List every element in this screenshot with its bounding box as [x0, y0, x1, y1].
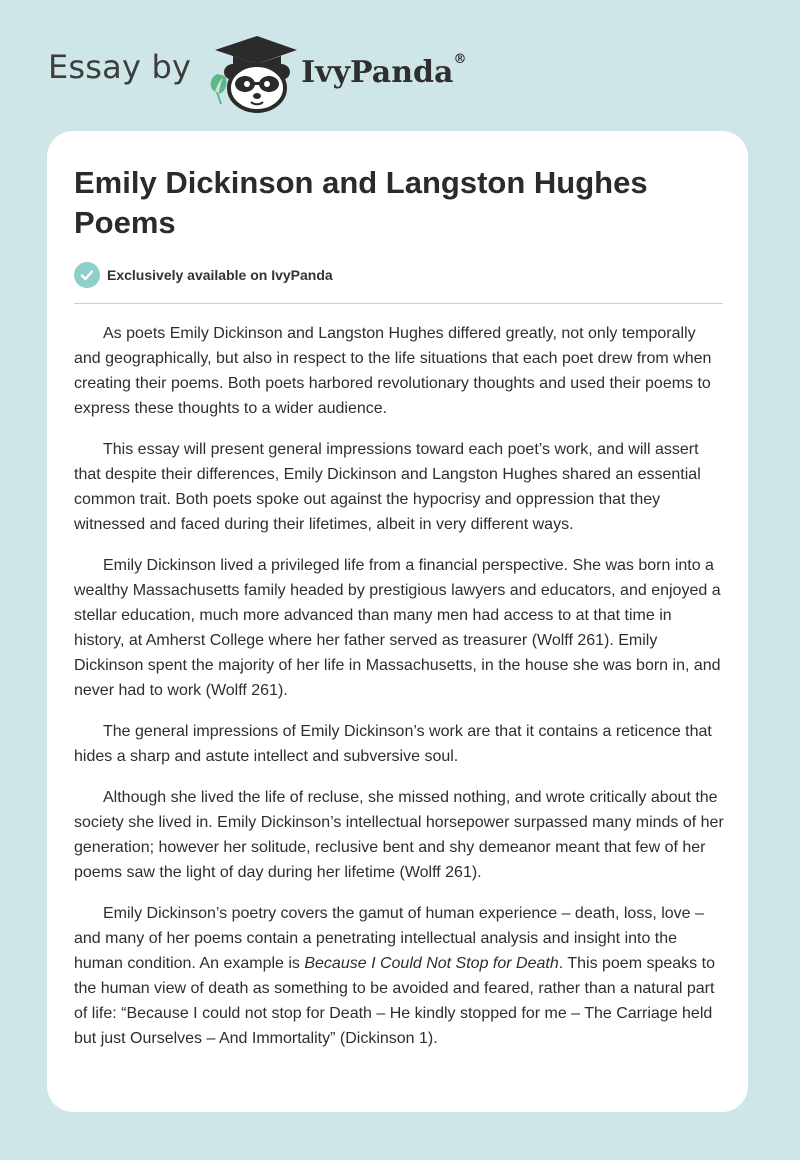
paragraph	[74, 901, 724, 1051]
page-title: Emily Dickinson and Langston Hughes Poems	[74, 165, 648, 240]
paragraph-text: . This poem speaks to the human view of death as something to be avoided and feared, rather than a natural part of life: “Because I could not stop for Death – He kindly stopped for me – The Carriage held but just Ourselves – And Immortality” (Dickinson 1).	[74, 955, 715, 1047]
paragraph: Although she lived the life of recluse, she missed nothing, and wrote critically about the society she lived in. Emily Dickinson’s intellectual horsepower surpassed many minds of her generation; however her solitude, reclusive bent and shy demeanor meant that few of her poems saw the light of day during her lifetime (Wolff 261).	[74, 789, 724, 881]
essay-card	[47, 131, 748, 1112]
paragraph-text: Emily Dickinson’s poetry covers the gamut of human experience – death, loss, love – and many of her poems contain a penetrating intellectual analysis and insight into the human condition. An example is	[74, 905, 704, 972]
badge-text: Exclusively available on IvyPanda	[107, 267, 333, 283]
essay-by-label: Essay by	[48, 48, 192, 86]
essay-body	[74, 321, 724, 1067]
paragraph: Emily Dickinson lived a privileged life from a financial perspective. She was born into a wealthy Massachusetts family headed by prestigious lawyers and educators, and enjoyed a stellar education, much more advanced than many men had access to at that time in history, at Amherst College where her father served as treasurer (Wolff 261). Emily Dickinson spent the majority of her life in Massachusetts, in the house she was born in, and never had to work (Wolff 261).	[74, 557, 721, 699]
panda-logo-icon[interactable]	[203, 34, 299, 114]
site-header	[48, 34, 466, 114]
brand-text: IvyPanda	[301, 54, 454, 90]
poem-title: Because I Could Not Stop for Death	[304, 955, 559, 972]
check-icon	[74, 262, 100, 288]
divider	[74, 303, 723, 304]
paragraph: This essay will present general impressions toward each poet’s work, and will assert that despite their differences, Emily Dickinson and Langston Hughes shared an essential common trait. Both poets spoke out against the hypocrisy and oppression that they witnessed and faced during their lifetimes, albeit in very different ways.	[74, 441, 701, 533]
paragraph: As poets Emily Dickinson and Langston Hughes differed greatly, not only temporally and geographically, but also in respect to the life situations that each poet drew from when creating their poems. Both poets harbored revolutionary thoughts and used their poems to express these thoughts to a wider audience.	[74, 325, 712, 417]
brand-name[interactable]	[301, 51, 467, 90]
exclusive-badge	[74, 262, 333, 288]
registered-mark: ®	[453, 51, 467, 67]
paragraph: The general impressions of Emily Dickinson’s work are that it contains a reticence that hides a sharp and astute intellect and subversive soul.	[74, 723, 712, 765]
ivy-leaf-icon	[211, 74, 227, 104]
